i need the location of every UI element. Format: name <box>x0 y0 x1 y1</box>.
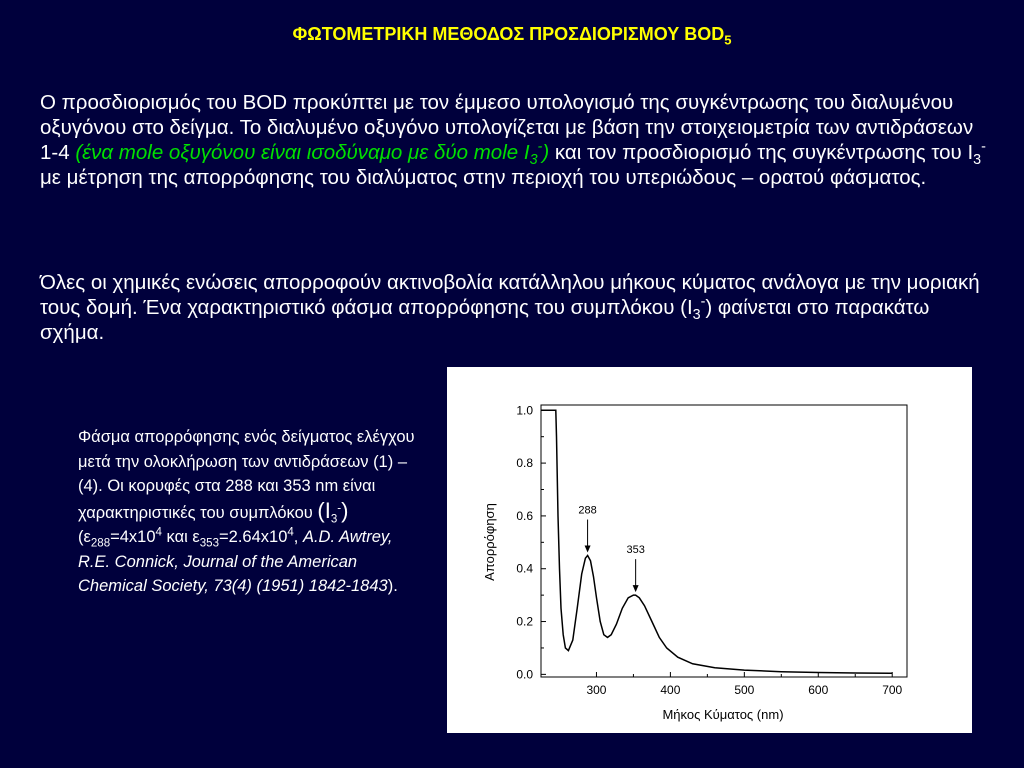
peak-arrow-head <box>585 546 591 553</box>
paragraph-bod-determination <box>40 90 990 190</box>
y-tick-label: 0.8 <box>516 456 533 471</box>
p1-green-sub: 3 <box>529 152 538 169</box>
y-axis-label: Απορρόφηση <box>482 503 497 581</box>
p1-text-b-sub: 3 <box>973 152 982 169</box>
caption-eps1: (ε <box>78 528 91 546</box>
p2-text-b: ) φαίνεται στο παρακάτω σχήμα. <box>40 296 930 344</box>
y-tick-label: 0.2 <box>516 614 533 629</box>
peak-label: 353 <box>626 544 645 557</box>
y-tick-label: 0.6 <box>516 508 533 523</box>
p2-sup: - <box>700 294 706 311</box>
p2-text-a: Όλες οι χημικές ενώσεις απορροφούν ακτινοβολία κατάλληλου μήκους κύματος ανάλογα με την μοριακή τους δομή. Ένα χαρακτηριστικό φάσμα απορρόφησης του συμπλόκου (I <box>40 271 980 319</box>
caption-eps1-sub: 288 <box>90 537 111 550</box>
peak-label: 288 <box>578 504 597 517</box>
axis-ticks <box>516 403 902 697</box>
y-tick-label: 0.0 <box>516 667 533 682</box>
paragraph-absorption <box>40 270 990 345</box>
caption-i3: (I <box>317 497 331 523</box>
caption-i3-close: ) <box>341 497 349 523</box>
p1-green-b: ) <box>542 141 550 164</box>
caption-eps1-sup: 4 <box>155 526 162 539</box>
caption-eps2-sub: 353 <box>199 537 220 550</box>
caption-and: και ε <box>161 528 200 546</box>
caption-text-a: Φάσμα απορρόφησης ενός δείγματος ελέγχου μετά την ολοκλήρωση των αντιδράσεων (1) – (4). Οι κορυφές στα 288 και 353 nm είναι χαρακτηριστικές του συμπλόκου <box>78 428 415 522</box>
caption-eps2-sup: 4 <box>287 526 294 539</box>
x-tick-label: 300 <box>586 683 607 697</box>
p1-text-c: με μέτρηση της απορρόφησης του διαλύματος στην περιοχή του υπεριώδους – ορατού φάσματος. <box>40 166 927 189</box>
p1-green-sup: - <box>537 139 543 156</box>
caption-i3-sup: - <box>337 502 342 514</box>
x-axis-label: Μήκος Κύματος (nm) <box>662 707 784 722</box>
slide-title <box>0 24 1024 48</box>
caption-eps1-val: =4x10 <box>110 528 156 546</box>
title-subscript: 5 <box>724 32 732 48</box>
p1-green-note <box>75 139 550 169</box>
x-tick-label: 400 <box>660 683 681 697</box>
title-text: ΦΩΤΟΜΕΤΡΙΚΗ ΜΕΘΟΔΟΣ ΠΡΟΣΔΙΟΡΙΣΜΟΥ BOD <box>292 24 725 44</box>
p1-text-b-sup: - <box>981 139 986 156</box>
x-tick-label: 600 <box>808 683 829 697</box>
absorption-spectrum-figure <box>447 367 972 733</box>
p1-text-b: και τον προσδιορισμό της συγκέντρωσης του I <box>549 141 974 164</box>
p2-sub: 3 <box>692 307 701 324</box>
caption-reference: A.D. Awtrey, R.E. Connick, Journal of the American Chemical Society, 73(4) (1951) 1842-1843 <box>78 528 393 595</box>
caption-close: ). <box>387 577 398 595</box>
absorbance-line <box>541 410 892 673</box>
x-tick-label: 700 <box>882 683 903 697</box>
p1-green-a: (ένα mole οξυγόνου είναι ισοδύναμο με δύο mole I <box>75 141 530 164</box>
caption-i3-sub: 3 <box>330 512 338 525</box>
peak-arrow-head <box>633 585 639 592</box>
absorption-spectrum-chart <box>447 367 972 733</box>
p1-text-a: Ο προσδιορισμός του BOD προκύπτει με τον έμμεσο υπολογισμό της συγκέντρωσης του διαλυμένου οξυγόνου στο δείγμα. Το διαλυμένο οξυγόνο υπολογίζεται με βάση την στοιχειομετρία των αντιδράσεων 1-4 <box>40 91 974 164</box>
figure-caption <box>78 425 418 599</box>
y-tick-label: 0.4 <box>516 561 533 576</box>
plot-frame <box>541 405 907 677</box>
peak-annotations <box>578 505 644 593</box>
caption-comma: , <box>293 528 303 546</box>
caption-eps2-val: =2.64x10 <box>219 528 288 546</box>
y-tick-label: 1.0 <box>516 403 533 418</box>
x-tick-label: 500 <box>734 683 755 697</box>
